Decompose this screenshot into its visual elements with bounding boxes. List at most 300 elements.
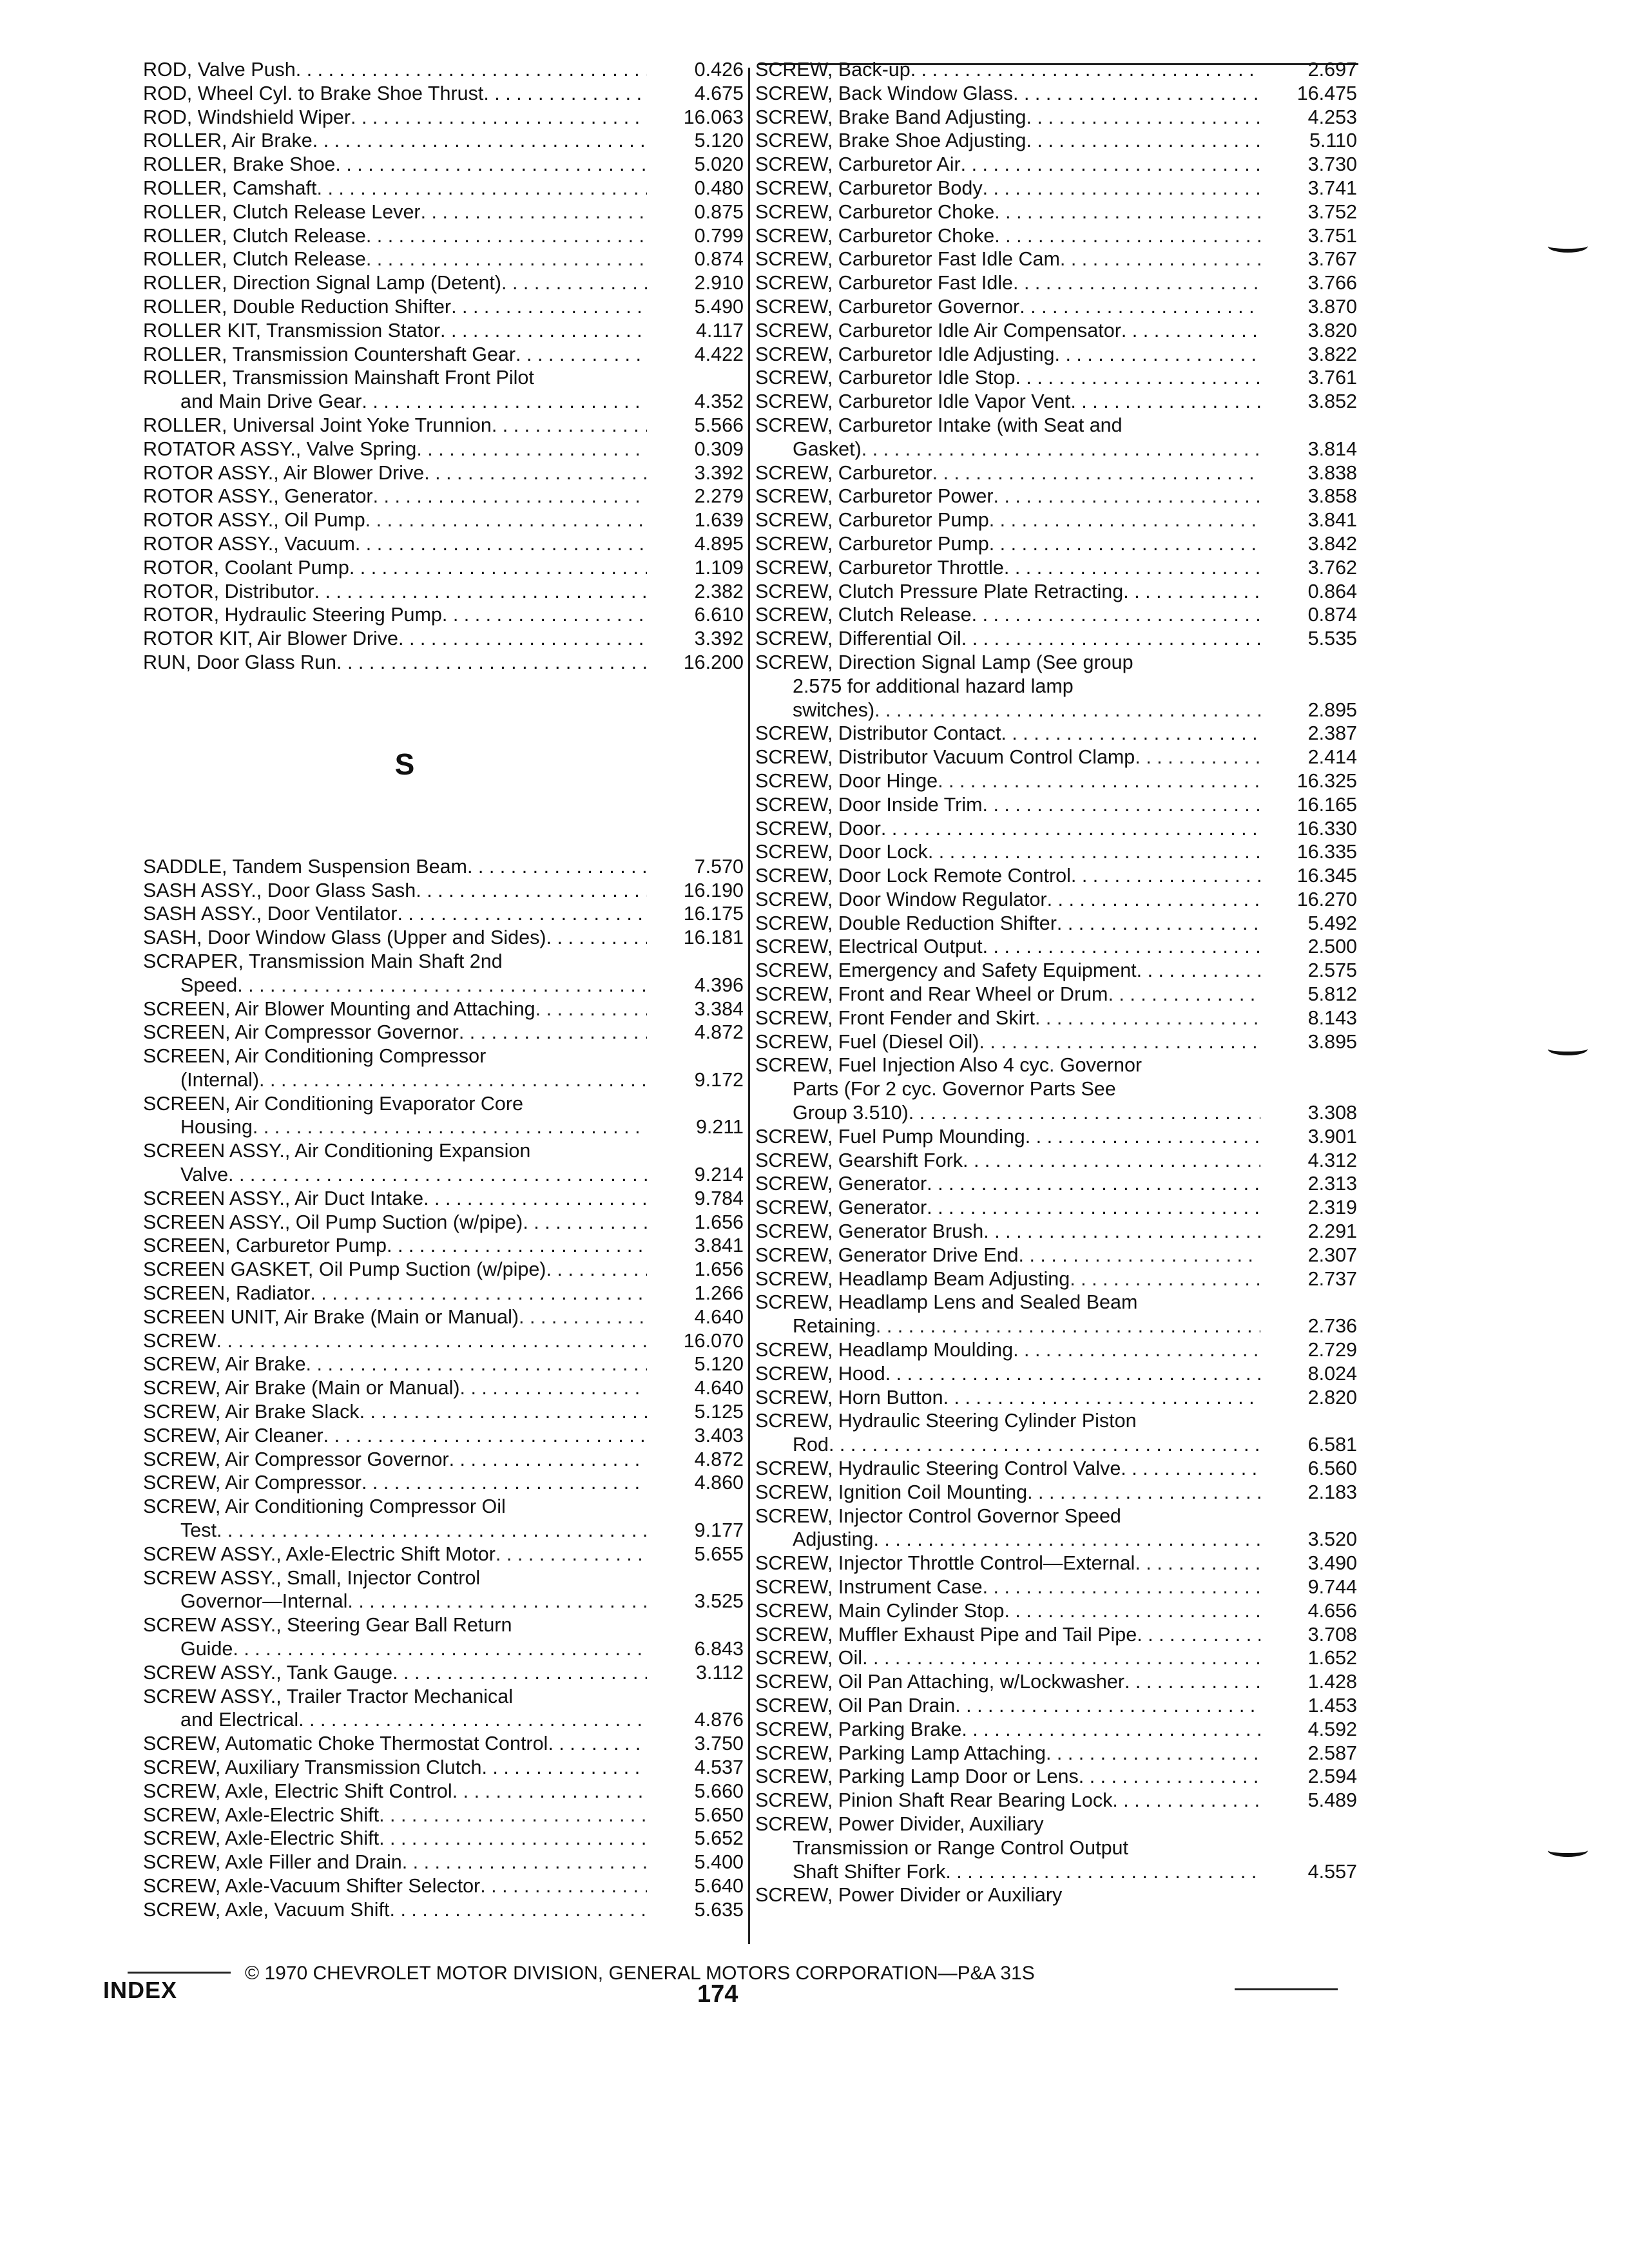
dot-leader xyxy=(927,1196,1260,1220)
entry-text: SCREW, Carburetor Choke xyxy=(755,200,995,223)
group-number: 3.842 xyxy=(1307,532,1357,555)
index-entry xyxy=(755,1575,1357,1599)
group-number: 3.761 xyxy=(1307,367,1357,389)
index-entry xyxy=(755,840,1357,864)
dot-leader xyxy=(421,200,647,224)
entry-text: SCREW, Air Compressor Governor xyxy=(143,1448,449,1470)
index-entry xyxy=(143,1211,744,1235)
dot-leader xyxy=(1123,580,1260,604)
dot-leader xyxy=(347,1590,647,1613)
group-number: 3.752 xyxy=(1307,200,1357,223)
group-number: 16.175 xyxy=(683,903,744,925)
entry-text: 2.575 for additional hazard lamp xyxy=(793,675,1074,697)
index-entry xyxy=(143,879,744,903)
group-number: 4.876 xyxy=(694,1709,744,1731)
entry-text: SCRAPER, Transmission Main Shaft 2nd xyxy=(143,950,503,972)
group-number: 4.253 xyxy=(1307,106,1357,128)
index-entry xyxy=(755,1504,1357,1552)
dot-leader xyxy=(989,532,1260,556)
index-entry xyxy=(755,295,1357,319)
dot-leader xyxy=(911,58,1260,82)
group-number: 0.875 xyxy=(694,200,744,223)
dot-leader xyxy=(873,1528,1260,1552)
group-number: 16.063 xyxy=(683,106,744,128)
index-entry xyxy=(143,295,744,319)
index-entry xyxy=(143,437,744,461)
index-entry xyxy=(755,983,1357,1006)
entry-text: (Internal) xyxy=(180,1068,260,1091)
dot-leader xyxy=(366,224,647,248)
index-entry xyxy=(755,1291,1357,1338)
index-entry xyxy=(143,1661,744,1685)
index-entry xyxy=(143,1305,744,1329)
group-number: 3.814 xyxy=(1307,437,1357,460)
index-entry xyxy=(755,627,1357,651)
group-number: 16.070 xyxy=(683,1329,744,1352)
entry-text: SCREW, Door Lock Remote Control xyxy=(755,865,1071,887)
index-entry xyxy=(143,1850,744,1874)
group-number: 9.211 xyxy=(695,1116,744,1139)
index-entry xyxy=(755,580,1357,604)
entry-text: SCREW, Fuel Pump Mounding xyxy=(755,1125,1025,1148)
entry-text: SCREW, Pinion Shaft Rear Bearing Lock xyxy=(755,1789,1113,1812)
entry-text: SCREW, Automatic Choke Thermostat Control xyxy=(143,1733,548,1755)
entry-text: ROTOR, Coolant Pump xyxy=(143,556,349,579)
entry-text: Gasket) xyxy=(793,437,862,460)
dot-leader xyxy=(1015,366,1260,390)
dot-leader xyxy=(449,1448,647,1472)
group-number: 2.575 xyxy=(1307,959,1357,982)
entry-text: SCREEN, Air Conditioning Evaporator Core xyxy=(143,1092,523,1115)
entry-text: SCREEN GASKET, Oil Pump Suction (w/pipe) xyxy=(143,1258,546,1281)
group-number: 3.403 xyxy=(694,1424,744,1446)
entry-text: SCREW, Gearshift Fork xyxy=(755,1149,963,1171)
dot-leader xyxy=(336,651,647,675)
dot-leader xyxy=(1026,106,1260,130)
group-number: 4.656 xyxy=(1307,1599,1357,1622)
dot-leader xyxy=(423,1187,647,1211)
dot-leader xyxy=(392,1661,647,1685)
dot-leader xyxy=(1137,959,1260,983)
index-entry xyxy=(755,1694,1357,1718)
group-number: 2.895 xyxy=(1307,698,1357,721)
entry-text: SCREW, Muffler Exhaust Pipe and Tail Pipe xyxy=(755,1623,1137,1646)
index-entry xyxy=(755,769,1357,793)
group-number: 3.708 xyxy=(1307,1623,1357,1646)
entry-text: SCREW, Front Fender and Skirt xyxy=(755,1006,1035,1029)
index-entry xyxy=(143,224,744,248)
index-entry xyxy=(755,1006,1357,1030)
index-entry xyxy=(143,855,744,879)
group-number: 3.895 xyxy=(1307,1030,1357,1053)
dot-leader xyxy=(335,153,647,177)
index-entry xyxy=(143,1898,744,1922)
dot-leader xyxy=(945,1860,1260,1884)
index-entry xyxy=(143,485,744,508)
dot-leader xyxy=(379,1827,647,1850)
group-number: 4.592 xyxy=(1307,1718,1357,1740)
index-entry xyxy=(143,1803,744,1827)
index-entry xyxy=(143,414,744,437)
dot-leader xyxy=(1121,319,1260,343)
group-number: 2.387 xyxy=(1307,722,1357,745)
index-entry xyxy=(755,1481,1357,1504)
dot-leader xyxy=(398,627,647,651)
dot-leader xyxy=(416,437,647,461)
footer-rule-left xyxy=(128,1972,231,1974)
entry-text: SCREW, Oil Pan Drain xyxy=(755,1694,956,1716)
entry-text: Group 3.510) xyxy=(793,1102,909,1124)
group-number: 3.730 xyxy=(1307,153,1357,176)
entry-text: ROTATOR ASSY., Valve Spring xyxy=(143,437,417,460)
entry-text: ROLLER, Direction Signal Lamp (Detent) xyxy=(143,272,502,294)
group-number: 16.200 xyxy=(683,651,744,673)
group-number: 0.799 xyxy=(694,224,744,247)
index-entry xyxy=(143,556,744,580)
entry-text: SCREW, Injector Throttle Control—External xyxy=(755,1552,1135,1575)
dot-leader xyxy=(994,200,1260,224)
entry-text: ROLLER, Clutch Release xyxy=(143,224,366,247)
dot-leader xyxy=(1070,390,1260,414)
index-entry xyxy=(143,1352,744,1376)
group-number: 2.291 xyxy=(1307,1220,1357,1243)
group-number: 3.766 xyxy=(1307,272,1357,294)
index-entry xyxy=(755,224,1357,248)
group-number: 9.177 xyxy=(694,1519,744,1542)
dot-leader xyxy=(1001,722,1260,745)
group-number: 2.414 xyxy=(1307,746,1357,769)
dot-leader xyxy=(424,461,647,485)
entry-text: SCREW, Axle-Electric Shift xyxy=(143,1803,380,1826)
entry-text: SCREW, Instrument Case xyxy=(755,1576,983,1598)
index-entry xyxy=(755,508,1357,532)
entry-text: Housing xyxy=(180,1116,253,1139)
dot-leader xyxy=(1135,1552,1260,1575)
entry-text: SCREW, Oil xyxy=(755,1647,863,1669)
dot-leader xyxy=(349,556,647,580)
entry-text: SCREW, Carburetor Idle Air Compensator xyxy=(755,319,1121,341)
group-number: 3.820 xyxy=(1307,319,1357,341)
index-entry xyxy=(755,1599,1357,1623)
index-entry xyxy=(143,1732,744,1756)
index-entry xyxy=(143,1400,744,1424)
entry-text: SCREW, Double Reduction Shifter xyxy=(755,912,1057,934)
dot-leader xyxy=(1019,295,1260,319)
entry-text: ROTOR KIT, Air Blower Drive xyxy=(143,628,399,650)
dot-leader xyxy=(548,1732,647,1756)
group-number: 4.895 xyxy=(694,532,744,555)
entry-text: ROLLER KIT, Transmission Stator xyxy=(143,319,441,341)
index-entry xyxy=(755,888,1357,912)
index-entry xyxy=(143,461,744,485)
group-number: 3.520 xyxy=(1307,1528,1357,1551)
dot-leader xyxy=(361,390,647,414)
dot-leader xyxy=(1046,1742,1260,1765)
index-entry xyxy=(143,603,744,627)
index-entry xyxy=(143,153,744,177)
group-number: 2.697 xyxy=(1307,59,1357,81)
index-entry xyxy=(755,1742,1357,1765)
dot-leader xyxy=(459,1021,647,1044)
entry-text: ROTOR ASSY., Generator xyxy=(143,485,373,508)
entry-text: SCREW, Air Brake (Main or Manual) xyxy=(143,1377,460,1399)
entry-text: SCREW, Main Cylinder Stop xyxy=(755,1599,1005,1622)
group-number: 9.784 xyxy=(694,1187,744,1209)
group-number: 9.744 xyxy=(1307,1576,1357,1598)
entry-text: SCREEN ASSY., Oil Pump Suction (w/pipe) xyxy=(143,1211,523,1233)
index-entry xyxy=(755,1718,1357,1742)
dot-leader xyxy=(1070,1267,1260,1291)
index-entry xyxy=(755,177,1357,200)
index-entry xyxy=(755,1220,1357,1244)
dot-leader xyxy=(237,974,647,997)
group-number: 2.910 xyxy=(694,272,744,294)
group-number: 8.143 xyxy=(1307,1006,1357,1029)
dot-leader xyxy=(1019,1244,1260,1267)
index-entry xyxy=(755,129,1357,153)
group-number: 3.525 xyxy=(694,1590,744,1613)
dot-leader xyxy=(523,1211,647,1235)
group-number: 16.330 xyxy=(1296,817,1357,840)
group-number: 4.537 xyxy=(694,1756,744,1778)
dot-leader xyxy=(1055,343,1261,367)
group-number: 3.870 xyxy=(1307,295,1357,318)
index-entry xyxy=(755,1362,1357,1386)
entry-text: SCREEN ASSY., Air Conditioning Expansion xyxy=(143,1140,531,1162)
group-number: 2.307 xyxy=(1307,1244,1357,1266)
group-number: 7.570 xyxy=(694,855,744,878)
index-entry xyxy=(143,1566,744,1614)
dot-leader xyxy=(323,1424,647,1448)
group-number: 2.279 xyxy=(694,485,744,508)
entry-text: ROLLER, Air Brake xyxy=(143,130,313,152)
index-entry xyxy=(143,1424,744,1448)
entry-text: Parts (For 2 cyc. Governor Parts See xyxy=(793,1078,1116,1100)
entry-text: SCREW, Carburetor Pump xyxy=(755,509,989,532)
entry-text: ROTOR ASSY., Air Blower Drive xyxy=(143,461,425,484)
index-entry xyxy=(143,82,744,106)
dot-leader xyxy=(1071,864,1260,888)
index-entry xyxy=(143,1258,744,1282)
entry-text: SCREW, Parking Lamp Attaching xyxy=(755,1742,1046,1764)
dot-leader xyxy=(253,1115,647,1139)
group-number: 5.110 xyxy=(1309,130,1357,152)
group-number: 3.762 xyxy=(1307,556,1357,579)
group-number: 5.655 xyxy=(694,1542,744,1565)
entry-text: SCREW, Carburetor Idle Stop xyxy=(755,367,1016,389)
group-number: 2.820 xyxy=(1307,1386,1357,1408)
group-number: 3.308 xyxy=(1307,1102,1357,1124)
group-number: 2.500 xyxy=(1307,936,1357,958)
entry-text: ROLLER, Clutch Release xyxy=(143,248,366,271)
group-number: 5.652 xyxy=(694,1827,744,1850)
group-number: 5.812 xyxy=(1307,983,1357,1006)
dot-leader xyxy=(928,840,1260,864)
group-number: 2.594 xyxy=(1307,1765,1357,1788)
entry-text: and Electrical xyxy=(180,1709,299,1731)
dot-leader xyxy=(355,532,647,556)
edge-mark xyxy=(1548,240,1588,253)
dot-leader xyxy=(460,1376,647,1400)
group-number: 5.120 xyxy=(694,1353,744,1376)
entry-text: SCREW, Electrical Output xyxy=(755,936,983,958)
group-number: 5.660 xyxy=(694,1780,744,1802)
dot-leader xyxy=(994,485,1261,508)
entry-text: SCREW, Air Compressor xyxy=(143,1472,361,1494)
dot-leader xyxy=(496,1542,647,1566)
index-entry xyxy=(755,935,1357,959)
group-number: 2.737 xyxy=(1307,1267,1357,1290)
group-number: 16.325 xyxy=(1296,769,1357,792)
group-number: 3.841 xyxy=(694,1235,744,1257)
group-number: 16.270 xyxy=(1296,888,1357,910)
entry-text: SCREW, Auxiliary Transmission Clutch xyxy=(143,1756,482,1778)
group-number: 16.475 xyxy=(1296,82,1357,104)
dot-leader xyxy=(516,343,647,367)
entry-text: Rod xyxy=(793,1434,829,1456)
dot-leader xyxy=(1013,1338,1260,1362)
index-entry xyxy=(143,129,744,153)
entry-text: SCREW ASSY., Axle-Electric Shift Motor xyxy=(143,1542,496,1565)
dot-leader xyxy=(366,247,647,271)
index-entry xyxy=(755,603,1357,627)
dot-leader xyxy=(862,1646,1260,1670)
entry-text: SCREW, Air Brake Slack xyxy=(143,1401,360,1423)
group-number: 1.656 xyxy=(694,1258,744,1281)
index-entry xyxy=(755,200,1357,224)
entry-text: ROLLER, Transmission Countershaft Gear xyxy=(143,343,516,365)
index-entry xyxy=(755,556,1357,580)
dot-leader xyxy=(379,1803,647,1827)
group-number: 3.767 xyxy=(1307,248,1357,271)
dot-leader xyxy=(373,485,647,508)
index-entry xyxy=(143,1685,744,1733)
group-number: 16.335 xyxy=(1296,841,1357,863)
dot-leader xyxy=(390,1898,647,1922)
entry-text: SCREW, Brake Band Adjusting xyxy=(755,106,1027,128)
entry-text: SCREW, Door Hinge xyxy=(755,769,938,792)
index-entry xyxy=(755,414,1357,461)
index-entry xyxy=(143,1874,744,1898)
group-number: 4.872 xyxy=(694,1021,744,1044)
dot-leader xyxy=(1135,745,1260,769)
dot-leader xyxy=(397,902,647,926)
entry-text: switches) xyxy=(793,698,875,721)
entry-text: SCREW, Door xyxy=(755,817,881,840)
entry-text: and Main Drive Gear xyxy=(180,390,362,413)
dot-leader xyxy=(1137,1623,1260,1647)
index-entry xyxy=(143,627,744,651)
dot-leader xyxy=(492,414,647,437)
dot-leader xyxy=(298,1708,647,1732)
entry-text: SCREW, Carburetor xyxy=(755,461,932,484)
group-number: 6.581 xyxy=(1307,1434,1357,1456)
entry-text: ROLLER, Universal Joint Yoke Trunnion xyxy=(143,414,492,436)
group-number: 3.852 xyxy=(1307,390,1357,413)
group-number: 5.566 xyxy=(694,414,744,436)
dot-leader xyxy=(943,1386,1260,1410)
entry-text: ROLLER, Clutch Release Lever xyxy=(143,200,421,223)
index-entry xyxy=(755,106,1357,130)
dot-leader xyxy=(1079,1765,1260,1789)
dot-leader xyxy=(259,1068,647,1092)
group-number: 5.635 xyxy=(694,1898,744,1921)
entry-text: SCREEN UNIT, Air Brake (Main or Manual) xyxy=(143,1305,519,1328)
dot-leader xyxy=(1060,247,1260,271)
index-entry xyxy=(755,532,1357,556)
group-number: 4.312 xyxy=(1307,1149,1357,1171)
index-entry xyxy=(755,58,1357,82)
index-entry xyxy=(755,1623,1357,1647)
group-number: 9.214 xyxy=(694,1164,744,1186)
dot-leader xyxy=(306,1352,647,1376)
group-number: 4.352 xyxy=(694,390,744,413)
entry-text: ROTOR ASSY., Vacuum xyxy=(143,532,355,555)
index-entry xyxy=(143,532,744,556)
entry-text: ROTOR ASSY., Oil Pump xyxy=(143,509,365,532)
index-entry xyxy=(755,1812,1357,1883)
dot-leader xyxy=(217,1329,647,1353)
dot-leader xyxy=(961,1718,1260,1742)
index-entry xyxy=(755,1149,1357,1173)
dot-leader xyxy=(233,1637,647,1661)
group-number: 3.838 xyxy=(1307,461,1357,484)
group-number: 3.750 xyxy=(694,1733,744,1755)
group-number: 4.640 xyxy=(694,1305,744,1328)
dot-leader xyxy=(402,1850,647,1874)
index-entry xyxy=(143,1021,744,1044)
index-entry xyxy=(143,1329,744,1353)
entry-text: SCREW ASSY., Tank Gauge xyxy=(143,1661,393,1684)
index-label: INDEX xyxy=(103,1977,178,2003)
index-entry xyxy=(755,461,1357,485)
group-number: 1.656 xyxy=(694,1211,744,1233)
entry-text: SCREW, Carburetor Fast Idle xyxy=(755,272,1014,294)
index-entry xyxy=(143,1756,744,1780)
entry-text: Valve xyxy=(180,1164,229,1186)
dot-leader xyxy=(535,997,647,1021)
entry-text: SCREW, Differential Oil xyxy=(755,628,961,650)
group-number: 3.490 xyxy=(1307,1552,1357,1575)
entry-text: SCREW, Clutch Pressure Plate Retracting xyxy=(755,580,1124,602)
dot-leader xyxy=(546,1258,647,1282)
group-number: 1.453 xyxy=(1307,1694,1357,1716)
entry-text: Speed xyxy=(180,974,238,996)
column-divider xyxy=(748,68,750,1944)
entry-text: SCREW, Headlamp Lens and Sealed Beam xyxy=(755,1291,1138,1314)
dot-leader xyxy=(228,1163,647,1187)
group-number: 0.874 xyxy=(1307,604,1357,626)
index-entry xyxy=(143,1234,744,1258)
entry-text: SCREW, Oil Pan Attaching, w/Lockwasher xyxy=(755,1671,1124,1693)
dot-leader xyxy=(501,271,647,295)
left-column xyxy=(143,58,744,1939)
entry-text: SCREW, Fuel (Diesel Oil) xyxy=(755,1030,979,1053)
group-number: 1.639 xyxy=(694,509,744,532)
group-number: 6.560 xyxy=(1307,1457,1357,1480)
index-entry xyxy=(755,1267,1357,1291)
entry-text: SCREW, Hood xyxy=(755,1362,885,1385)
group-number: 1.652 xyxy=(1307,1647,1357,1669)
index-entry xyxy=(143,1139,744,1187)
entry-text: SCREW, Headlamp Beam Adjusting xyxy=(755,1267,1070,1290)
index-entry xyxy=(755,912,1357,936)
entry-text: ROTOR, Hydraulic Steering Pump xyxy=(143,604,442,626)
entry-text: SCREW, Axle-Vacuum Shifter Selector xyxy=(143,1874,481,1897)
dot-leader xyxy=(994,224,1260,248)
entry-text: SCREW, Door Inside Trim xyxy=(755,793,983,816)
index-entry xyxy=(143,1282,744,1305)
